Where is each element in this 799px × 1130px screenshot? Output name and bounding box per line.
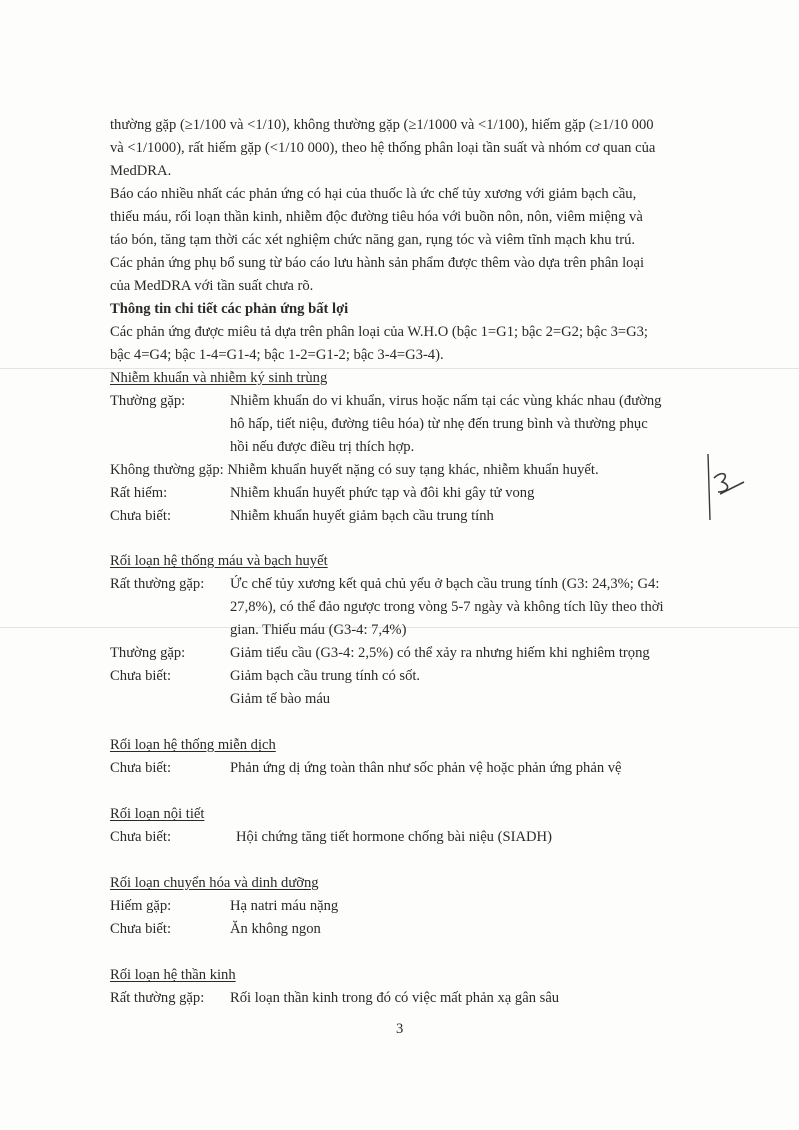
page-number: 3 — [396, 1021, 404, 1037]
reaction-description: Giảm tế bào máu — [230, 691, 331, 707]
section-title-blood: Rối loạn hệ thống máu và bạch huyết — [110, 553, 328, 569]
intro-line: thiếu máu, rối loạn thần kinh, nhiễm độc đường tiêu hóa với buồn nôn, nôn, viêm miệng và — [110, 209, 643, 225]
intro-line: MedDRA. — [110, 163, 172, 179]
intro-line: táo bón, tăng tạm thời các xét nghiệm chức năng gan, rụng tóc và viêm tĩnh mạch khu trú. — [110, 232, 636, 248]
reaction-description: Nhiễm khuẩn huyết phức tạp và đôi khi gây tử vong — [230, 485, 535, 501]
frequency-term: Chưa biết: — [110, 508, 172, 524]
reaction-description: 27,8%), có thể đảo ngược trong vòng 5-7 ngày và không tích lũy theo thời — [230, 599, 664, 615]
intro-line: Các phản ứng phụ bổ sung từ báo cáo lưu hành sản phẩm được thêm vào dựa trên phân loại — [110, 255, 645, 271]
reaction-description: Nhiễm khuẩn huyết giảm bạch cầu trung tính — [230, 508, 494, 524]
scan-artifact-line — [0, 368, 799, 369]
frequency-term: Rất hiếm: — [110, 485, 168, 501]
reaction-description: gian. Thiếu máu (G3-4: 7,4%) — [230, 622, 407, 638]
uncommon-line: Không thường gặp: Nhiễm khuẩn huyết nặng có suy tạng khác, nhiễm khuẩn huyết. — [110, 462, 599, 478]
reaction-description: Giảm bạch cầu trung tính có sốt. — [230, 668, 421, 684]
reaction-description: Nhiễm khuẩn do vi khuẩn, virus hoặc nấm tại các vùng khác nhau (đường — [230, 393, 662, 409]
detail-heading: Thông tin chi tiết các phản ứng bất lợi — [110, 301, 349, 317]
detail-intro-line: Các phản ứng được miêu tả dựa trên phân loại của W.H.O (bậc 1=G1; bậc 2=G2; bậc 3=G3; — [110, 324, 648, 340]
intro-line: của MedDRA với tần suất chưa rõ. — [110, 278, 314, 294]
reaction-description: Rối loạn thần kinh trong đó có việc mất phản xạ gân sâu — [230, 990, 560, 1006]
handwritten-initial-mark — [700, 452, 750, 522]
intro-line: Báo cáo nhiều nhất các phản ứng có hại của thuốc là ức chế tủy xương với giảm bạch cầu, — [110, 186, 637, 202]
section-title-nervous: Rối loạn hệ thần kinh — [110, 967, 236, 983]
frequency-term: Chưa biết: — [110, 668, 172, 684]
frequency-term: Hiếm gặp: — [110, 898, 172, 914]
section-title-endocrine: Rối loạn nội tiết — [110, 806, 205, 822]
reaction-description: Ăn không ngon — [230, 921, 321, 937]
detail-intro-line: bậc 4=G4; bậc 1-4=G1-4; bậc 1-2=G1-2; bậc 3-4=G3-4). — [110, 347, 444, 363]
section-title-infection: Nhiễm khuẩn và nhiễm ký sinh trùng — [110, 370, 328, 386]
reaction-description: Ức chế tủy xương kết quả chủ yếu ở bạch cầu trung tính (G3: 24,3%; G4: — [230, 576, 660, 592]
reaction-description: Phản ứng dị ứng toàn thân như sốc phản vệ hoặc phản ứng phản vệ — [230, 760, 622, 776]
reaction-description: hô hấp, tiết niệu, đường tiêu hóa) từ nhẹ đến trung bình và thường phục — [230, 416, 648, 432]
frequency-term: Chưa biết: — [110, 829, 172, 845]
frequency-term: Thường gặp: — [110, 645, 186, 661]
intro-line: và <1/1000), rất hiếm gặp (<1/10 000), theo hệ thống phân loại tần suất và nhóm cơ quan của — [110, 140, 656, 156]
frequency-term: Thường gặp: — [110, 393, 186, 409]
frequency-term: Rất thường gặp: — [110, 990, 205, 1006]
frequency-term: Rất thường gặp: — [110, 576, 205, 592]
section-title-metabolism: Rối loạn chuyển hóa và dinh dưỡng — [110, 875, 319, 891]
reaction-description: Giảm tiểu cầu (G3-4: 2,5%) có thể xảy ra nhưng hiếm khi nghiêm trọng — [230, 645, 650, 661]
section-title-immune: Rối loạn hệ thống miễn dịch — [110, 737, 276, 753]
intro-line: thường gặp (≥1/100 và <1/10), không thường gặp (≥1/1000 và <1/100), hiếm gặp (≥1/10 000 — [110, 117, 654, 133]
frequency-term: Chưa biết: — [110, 760, 172, 776]
reaction-description: Hội chứng tăng tiết hormone chống bài niệu (SIADH) — [236, 829, 552, 845]
reaction-description: Hạ natri máu nặng — [230, 898, 339, 914]
reaction-description: hồi nếu được điều trị thích hợp. — [230, 439, 415, 455]
frequency-term: Chưa biết: — [110, 921, 172, 937]
